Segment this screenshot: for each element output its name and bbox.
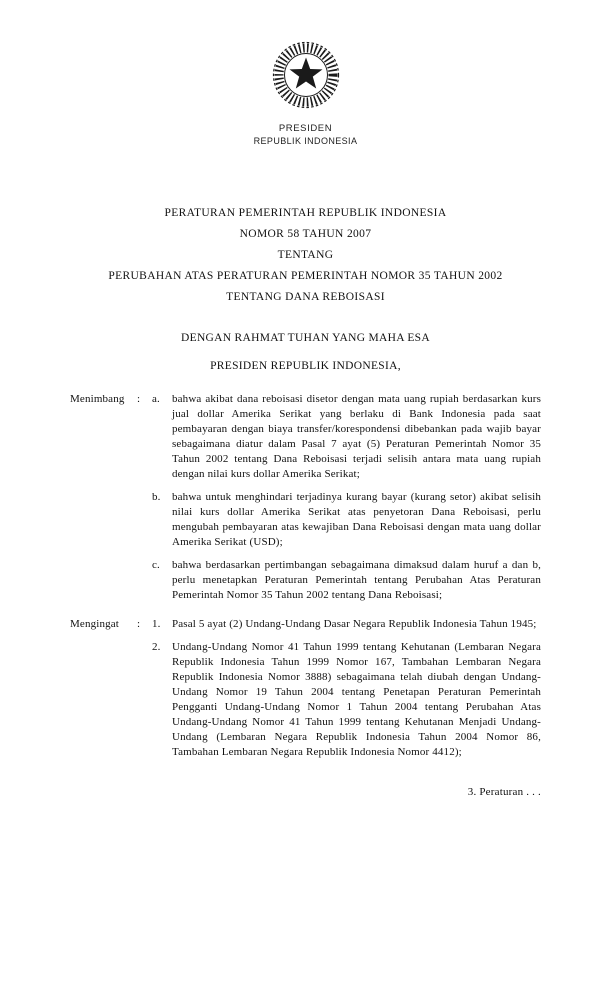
section-mengingat [70, 617, 541, 760]
list-item [152, 558, 541, 603]
list-item [152, 617, 541, 632]
item-marker: 1. [152, 618, 161, 630]
presidential-seal-icon [269, 38, 343, 112]
title-line-3: TENTANG [277, 249, 334, 261]
invocation-line: DENGAN RAHMAT TUHAN YANG MAHA ESA [181, 332, 430, 344]
item-text: bahwa untuk menghindari terjadinya kurang bayar (kurang setor) akibat selisih nilai kurs dollar Amerika Serikat atas penyetoran Dana Reboisasi, perlu mengubah pembayaran atas kewajiban Dana Reboisasi dengan mata uang dollar Amerika Serikat (USD); [172, 491, 541, 548]
item-marker: a. [152, 393, 160, 405]
title-line-2: NOMOR 58 TAHUN 2007 [239, 228, 372, 240]
regulation-title [70, 203, 541, 308]
title-line-5: TENTANG DANA REBOISASI [226, 291, 385, 303]
title-line-4: PERUBAHAN ATAS PERATURAN PEMERINTAH NOMOR 35 TAHUN 2002 [108, 270, 503, 282]
item-text: bahwa akibat dana reboisasi disetor dengan mata uang rupiah berdasarkan kurs jual dollar Amerika Serikat yang berlaku di Bank Indonesia pada saat pembayaran dengan biaya transfer/korespondensi dibebankan pada wajib bayar sebagaimana diatur dalam Pasal 7 ayat (5) Peraturan Pemerintah Nomor 35 Tahun 2002 tentang Dana Reboisasi terjadi selisih antara mata uang rupiah dengan nilai kurs dollar Amerika Serikat; [172, 393, 541, 480]
item-marker: b. [152, 491, 161, 503]
section-menimbang [70, 392, 541, 603]
org-title [70, 123, 541, 147]
title-line-1: PERATURAN PEMERINTAH REPUBLIK INDONESIA [164, 207, 447, 219]
item-text: Pasal 5 ayat (2) Undang-Undang Dasar Negara Republik Indonesia Tahun 1945; [172, 618, 537, 630]
section-label: Mengingat [70, 618, 120, 630]
org-line-republik: REPUBLIK INDONESIA [253, 136, 358, 146]
list-item [152, 640, 541, 760]
item-marker: 2. [152, 641, 161, 653]
section-colon: : [137, 393, 141, 405]
enacting-words: PRESIDEN REPUBLIK INDONESIA, [210, 360, 401, 372]
item-text: bahwa berdasarkan pertimbangan sebagaimana dimaksud dalam huruf a dan b, perlu menetapkan Peraturan Pemerintah tentang Perubahan Atas Peraturan Pemerintah Nomor 35 Tahun 2002 tentang Dana Reboisasi; [172, 559, 541, 601]
section-items [152, 617, 541, 760]
item-marker: c. [152, 559, 160, 571]
header [70, 38, 541, 147]
section-label: Menimbang [70, 393, 125, 405]
page-catchword: 3. Peraturan . . . [467, 786, 541, 798]
org-line-presiden: PRESIDEN [278, 123, 333, 134]
section-colon: : [137, 618, 141, 630]
list-item [152, 490, 541, 550]
list-item [152, 392, 541, 482]
item-text: Undang-Undang Nomor 41 Tahun 1999 tentang Kehutanan (Lembaran Negara Republik Indonesia Tahun 1999 Nomor 167, Tambahan Lembaran Negara Republik Indonesia Nomor 3888) sebagaimana telah diubah dengan Undang-Undang Nomor 19 Tahun 2004 tentang Penetapan Peraturan Pemerintah Pengganti Undang-Undang Nomor 1 Tahun 2004 tentang Perubahan Atas Undang-Undang Nomor 41 Tahun 1999 tentang Kehutanan Menjadi Undang-Undang (Lembaran Negara Republik Indonesia Tahun 2004 Nomor 86, Tambahan Lembaran Negara Republik Indonesia Nomor 4412); [172, 641, 541, 758]
section-items [152, 392, 541, 603]
